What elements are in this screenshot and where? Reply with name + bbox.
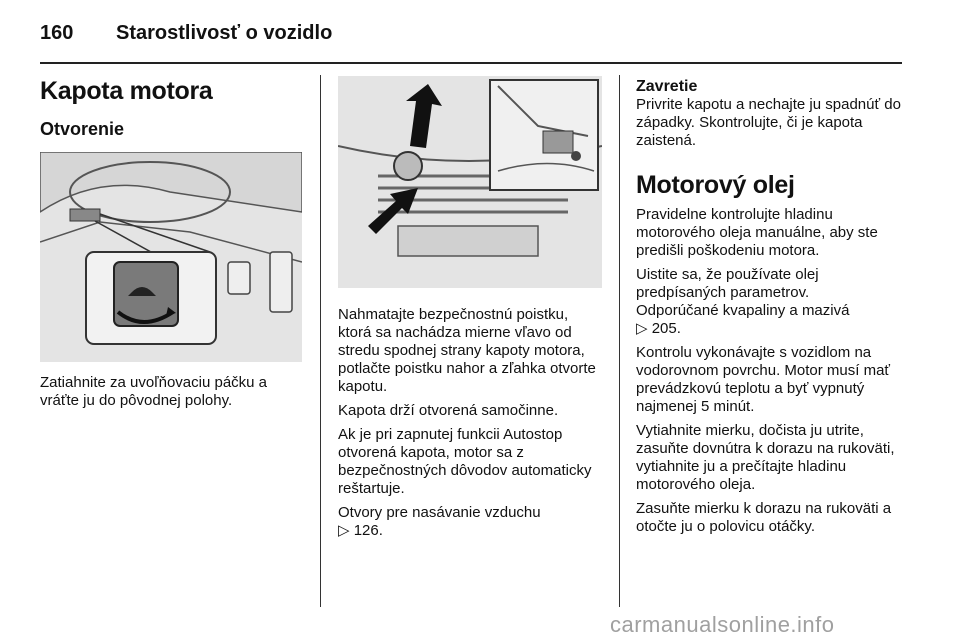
oil-paragraph-2: [636, 266, 904, 338]
oil-paragraph-3: Kontrolu vykonávajte s vozidlom na vodorovnom povrchu. Motor musí mať prevádzkovú teplotu a byť vypnutý najmenej 5 minút.: [636, 344, 891, 415]
page-number: 160: [40, 22, 74, 44]
oil-paragraph-2-text: Uistite sa, že používate olej predpísaných parametrov.: [636, 266, 819, 301]
col2-reference: [338, 504, 602, 540]
ref-page-link[interactable]: 205.: [651, 320, 681, 337]
col2-paragraph-1: Nahmatajte bezpečnostnú poistku, ktorá sa nachádza mierne vľavo od stredu spodnej strany kapoty motora, potlačte poistku nahor a zľahka otvorte kapotu.: [338, 306, 596, 395]
section-title-motorovy-olej: Motorový olej: [636, 171, 795, 199]
column-divider-2: [619, 75, 620, 607]
column-divider-1: [320, 75, 321, 607]
page-ref-arrow-icon: ▷: [636, 320, 648, 337]
column-3: [636, 72, 904, 542]
col2-paragraph-2: Kapota drží otvorená samočinne.: [338, 402, 559, 419]
watermark: carmanualsonline.info: [610, 612, 835, 637]
zavretie-paragraph: Privrite kapotu a nechajte ju spadnúť do západky. Skontrolujte, či je kapota zaistená.: [636, 96, 901, 149]
header-rule: [40, 62, 902, 64]
oil-paragraph-1: Pravidelne kontrolujte hladinu motorového oleja manuálne, aby ste predišli poškodeniu motora.: [636, 206, 878, 259]
col2-paragraph-3: Ak je pri zapnutej funkcii Autostop otvorená kapota, motor sa z bezpečnostných dôvodov automaticky reštartuje.: [338, 426, 592, 497]
subsection-title-zavretie: Zavretie: [636, 78, 698, 95]
ref-text: Otvory pre nasávanie vzduchu: [338, 504, 541, 521]
column-2: [338, 72, 602, 546]
oil-paragraph-2-ref: Odporúčané kvapaliny a mazivá: [636, 302, 850, 319]
column-1: [40, 72, 302, 416]
oil-paragraph-5: Zasuňte mierku k dorazu na rukoväti a otočte ju o polovicu otáčky.: [636, 500, 892, 535]
page-ref-arrow-icon: ▷: [338, 522, 350, 539]
hood-safety-catch-illustration: [338, 76, 602, 288]
col1-paragraph: Zatiahnite za uvoľňovaciu páčku a vráťte ju do pôvodnej polohy.: [40, 374, 268, 409]
page-header: [40, 20, 902, 60]
ref-page-link[interactable]: 126.: [353, 522, 383, 539]
section-title-kapota: Kapota motora: [40, 77, 213, 105]
hood-release-lever-illustration: [40, 152, 302, 362]
chapter-title: Starostlivosť o vozidlo: [116, 22, 333, 44]
oil-paragraph-4: Vytiahnite mierku, dočista ju utrite, zasuňte dovnútra k dorazu na rukoväti, vytiahnite ju a prečítajte hladinu motorového oleja.: [636, 422, 895, 493]
subsection-title-otvorenie: Otvorenie: [40, 119, 125, 139]
